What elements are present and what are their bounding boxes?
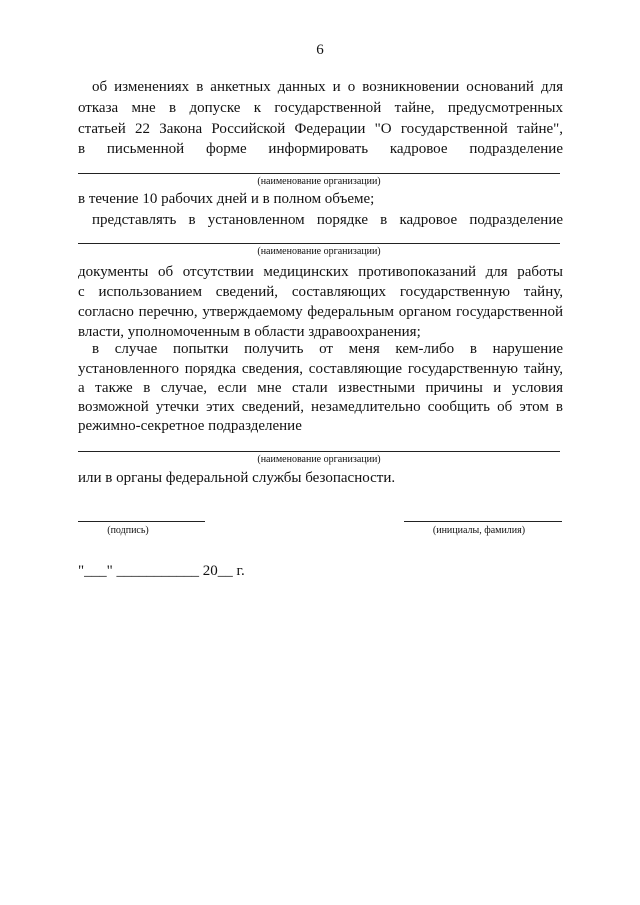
initials-caption: (инициалы, фамилия) [432,525,526,536]
organization-caption-2: (наименование организации) [257,246,381,257]
submit-documents-line: представлять в установленном порядке в кадровое подразделение [92,212,563,228]
paragraph-1-line-2: отказа мне в допуске к государственной тайне, предусмотренных [78,100,563,116]
date-line: "___" ___________ 20__ г. [78,563,245,579]
organization-blank-line-3 [78,451,560,452]
paragraph-2-line-3: согласно перечню, утверждаемому федеральным органом государственной [78,304,563,320]
initials-blank-line [404,521,562,522]
paragraph-3-line-4: возможной утечки этих сведений, незамедлительно сообщить об этом в [78,399,563,415]
paragraph-3-line-1: в случае попытки получить от меня кем-либо в нарушение [92,341,563,357]
organization-caption-3: (наименование организации) [257,454,381,465]
security-service-line: или в органы федеральной службы безопасности. [78,470,396,486]
paragraph-1-line-1: об изменениях в анкетных данных и о возникновении оснований для [92,79,563,95]
paragraph-1-line-3: статьей 22 Закона Российской Федерации "О государственной тайне", [78,121,563,137]
paragraph-3-line-3: а также в случае, если мне стали известными причины и условия [78,380,563,396]
signature-caption: (подпись) [107,525,149,536]
paragraph-3-line-5: режимно-секретное подразделение [78,418,302,434]
page-number: 6 [316,42,324,58]
paragraph-1-line-4: в письменной форме информировать кадровое подразделение [78,141,563,157]
organization-caption-1: (наименование организации) [257,176,381,187]
paragraph-2-line-2: с использованием сведений, составляющих государственную тайну, [78,284,563,300]
paragraph-2-line-4: власти, уполномоченным в области здравоохранения; [78,324,421,340]
organization-blank-line-2 [78,243,560,244]
organization-blank-line-1 [78,173,560,174]
paragraph-3-line-2: установленного порядка сведения, составляющие государственную тайну, [78,361,563,377]
paragraph-2-line-1: документы об отсутствии медицинских противопоказаний для работы [78,264,563,280]
ten-days-line: в течение 10 рабочих дней и в полном объеме; [78,191,375,207]
signature-blank-line [78,521,205,522]
